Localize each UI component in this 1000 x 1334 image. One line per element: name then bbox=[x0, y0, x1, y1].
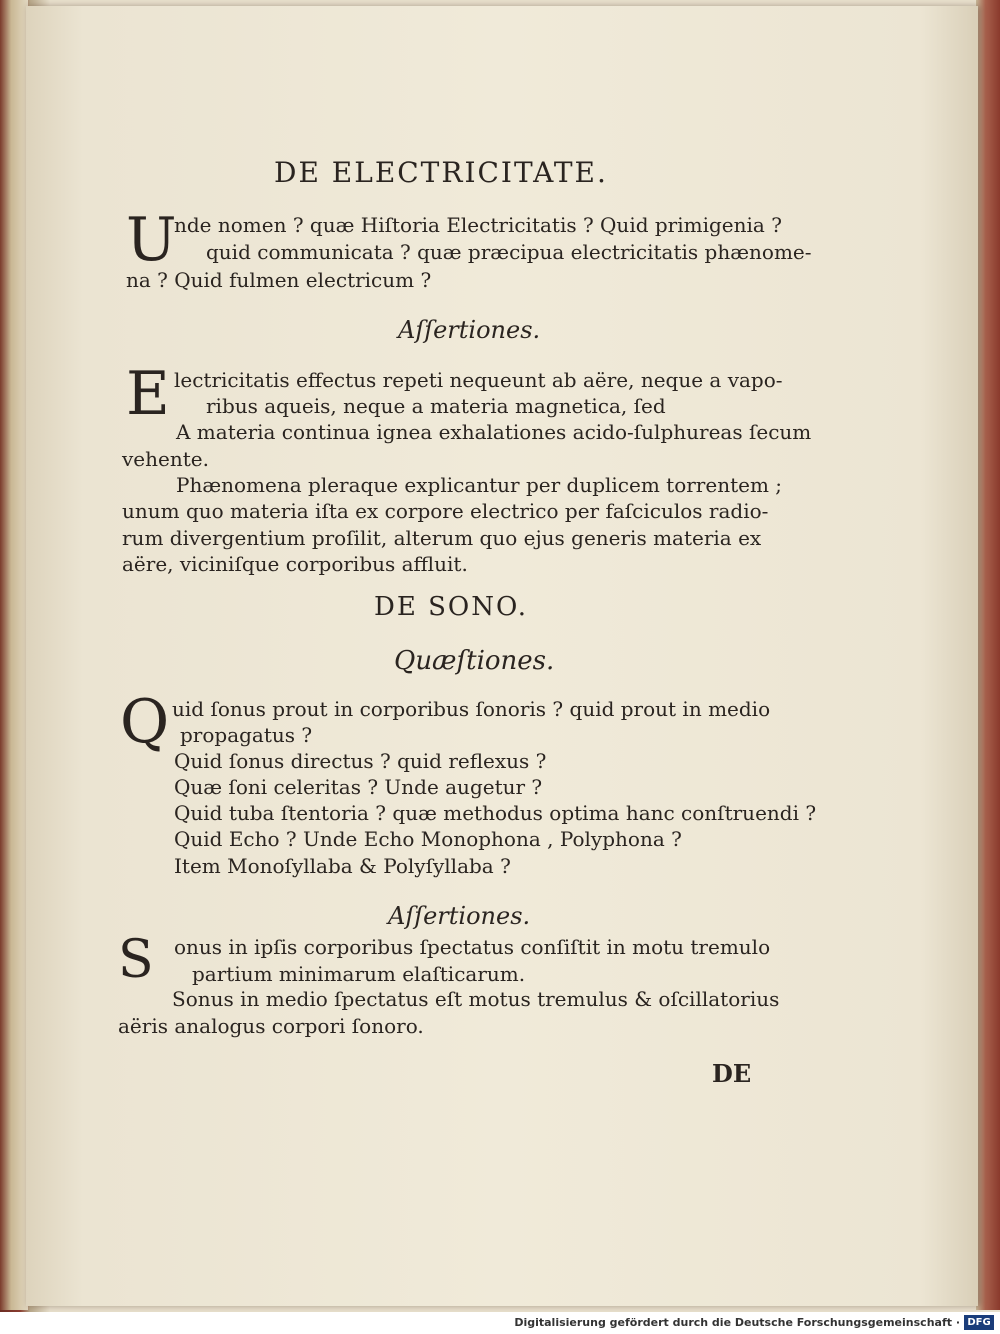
text-line: vehente. bbox=[122, 447, 209, 471]
catchword: DE bbox=[712, 1059, 752, 1088]
text-line: propagatus ? bbox=[180, 723, 313, 747]
dfg-logo: DFG bbox=[964, 1315, 994, 1330]
assertiones-heading: Aſſertiones. bbox=[398, 316, 541, 344]
text-line: Item Monoſyllaba & Polyſyllaba ? bbox=[174, 854, 511, 878]
text-line: Sonus in medio ſpectatus eſt motus tremulus & oſcillatorius bbox=[172, 987, 780, 1011]
text-line: Quæ ſoni celeritas ? Unde augetur ? bbox=[174, 775, 543, 799]
text-line: partium minimarum elaſticarum. bbox=[192, 962, 526, 986]
text-line: lectricitatis effectus repeti nequeunt ab aëre, neque a vapo- bbox=[174, 368, 783, 392]
quaestiones-heading: Quæſtiones. bbox=[394, 646, 555, 676]
text-line: A materia continua ignea exhalationes acido-ſulphureas ſecum bbox=[176, 420, 812, 444]
text-line: Quid tuba ſtentoria ? quæ methodus optima hanc conſtruendi ? bbox=[174, 801, 817, 825]
section-heading-electricitate: DE ELECTRICITATE. bbox=[274, 156, 608, 189]
text-line: Phænomena pleraque explicantur per duplicem torrentem ; bbox=[176, 473, 783, 497]
text-line: ribus aqueis, neque a materia magnetica, ſed bbox=[206, 394, 666, 418]
text-line: na ? Quid fulmen electricum ? bbox=[126, 268, 432, 292]
text-line: quid communicata ? quæ præcipua electricitatis phænome- bbox=[206, 240, 812, 264]
dropcap-u: U bbox=[126, 205, 177, 275]
text-line: onus in ipſis corporibus ſpectatus conſiſtit in motu tremulo bbox=[174, 935, 771, 959]
text-line: Quid ſonus directus ? quid reflexus ? bbox=[174, 749, 547, 773]
text-line: unum quo materia iſta ex corpore electrico per faſciculos radio- bbox=[122, 499, 769, 523]
text-line: Quid Echo ? Unde Echo Monophona , Polyphona ? bbox=[174, 827, 682, 851]
section-heading-sono: DE SONO. bbox=[374, 592, 529, 622]
text-line: rum divergentium proſilit, alterum quo ejus generis materia ex bbox=[122, 526, 762, 550]
text-line: uid ſonus prout in corporibus ſonoris ? quid prout in medio bbox=[172, 697, 771, 721]
footer-credit: Digitalisierung gefördert durch die Deutsche Forschungsgemeinschaft · bbox=[514, 1316, 960, 1329]
text-line: aëre, viciniſque corporibus affluit. bbox=[122, 552, 468, 576]
dropcap-s: S bbox=[118, 930, 154, 990]
dropcap-e: E bbox=[126, 359, 170, 429]
dropcap-q: Q bbox=[120, 687, 170, 757]
text-line: nde nomen ? quæ Hiſtoria Electricitatis ? Quid primigenia ? bbox=[174, 213, 782, 237]
book-cover-edge bbox=[976, 0, 1000, 1310]
book-page bbox=[26, 6, 978, 1306]
assertiones-heading: Aſſertiones. bbox=[388, 902, 531, 930]
left-page-edge bbox=[0, 0, 28, 1310]
text-line: aëris analogus corpori ſonoro. bbox=[118, 1014, 424, 1038]
footer-bar bbox=[0, 1312, 1000, 1334]
